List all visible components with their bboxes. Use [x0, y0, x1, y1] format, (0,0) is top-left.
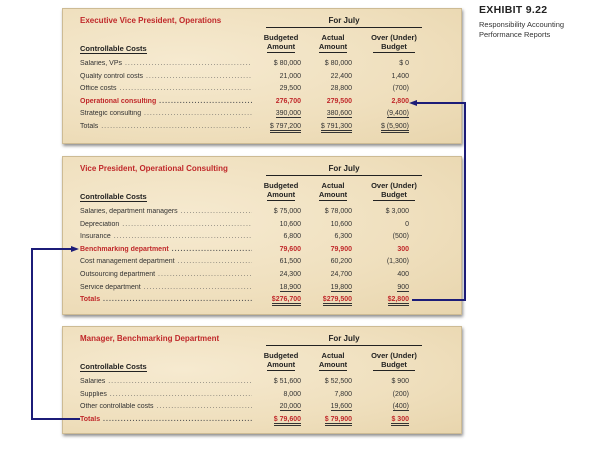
over-under-value: $ (5,900) [381, 123, 409, 133]
actual-value: 60,200 [330, 258, 352, 266]
actual-value: 7,800 [334, 390, 352, 398]
over-under-value: (700) [392, 85, 409, 93]
budgeted-value: 20,000 [279, 403, 301, 411]
over-under-value: $2,800 [388, 296, 409, 306]
over-header-line2: Budget [373, 190, 415, 201]
budgeted-value: $ 79,600 [274, 416, 301, 426]
controllable-costs-label: Controllable Costs [80, 44, 147, 53]
budgeted-value: $ 75,000 [273, 208, 301, 215]
connector-line-vp-to-evp [412, 103, 465, 300]
row-label: Operational consulting ..... [80, 98, 252, 105]
exhibit-subtitle-line2: Performance Reports [479, 30, 551, 39]
over-under-value: 2,800 [391, 97, 409, 105]
over-under-value: $ 300 [391, 416, 409, 426]
connector-line-mgr-to-vp [32, 249, 80, 419]
budgeted-value: 24,300 [279, 271, 301, 278]
over-under-value: $ 900 [391, 378, 409, 385]
report-title: Manager, Benchmarking Department [80, 334, 220, 343]
budgeted-value: 6,800 [283, 233, 301, 241]
row-label: Salaries, VPs ..... [80, 60, 252, 67]
arrowhead-right-icon [71, 246, 79, 252]
budgeted-value: 18,900 [279, 283, 301, 291]
over-under-value: 1,400 [391, 72, 409, 80]
period-header: For July [266, 164, 422, 176]
period-header: For July [266, 334, 422, 346]
actual-value: 79,900 [330, 245, 352, 253]
budgeted-header-line1: Budgeted [263, 181, 299, 190]
over-header-line1: Over (Under) [371, 33, 417, 42]
row-label: Depreciation ..... [80, 221, 252, 228]
arrowhead-left-icon [409, 100, 417, 106]
budgeted-value: $ 80,000 [273, 60, 301, 67]
row-label: Totals ..... [80, 123, 252, 130]
over-under-value: 0 [405, 220, 409, 228]
over-under-value: $ 0 [399, 60, 409, 67]
actual-value: 6,300 [334, 233, 352, 241]
over-under-value: (9,400) [386, 110, 409, 118]
over-header-line1: Over (Under) [371, 181, 417, 190]
budgeted-value: 10,600 [279, 220, 301, 228]
row-label: Office costs ..... [80, 85, 252, 92]
row-label: Outsourcing department ..... [80, 271, 252, 278]
budgeted-header-line2: Amount [266, 360, 296, 369]
row-label: Benchmarking department ..... [80, 246, 252, 253]
budgeted-value: 79,600 [279, 245, 301, 253]
actual-header-line2: Amount [318, 190, 348, 199]
over-under-value: (200) [392, 390, 409, 398]
row-label: Salaries ..... [80, 378, 252, 385]
budgeted-value: 8,000 [283, 390, 301, 398]
budgeted-value: $ 51,600 [273, 378, 301, 385]
budgeted-value: $ 797,200 [270, 123, 301, 133]
row-label: Quality control costs ..... [80, 73, 252, 80]
row-label: Supplies ..... [80, 391, 252, 398]
report-title: Executive Vice President, Operations [80, 16, 222, 25]
budgeted-value: 21,000 [279, 72, 301, 80]
over-under-value: (500) [392, 233, 409, 241]
actual-value: 19,800 [330, 283, 352, 291]
actual-value: 24,700 [330, 271, 352, 278]
actual-value: $ 79,900 [325, 416, 352, 426]
budgeted-value: 29,500 [279, 85, 301, 93]
actual-header-line1: Actual [321, 181, 345, 190]
actual-value: 380,600 [326, 110, 352, 118]
actual-value: 10,600 [330, 220, 352, 228]
row-label: Cost management department ..... [80, 258, 252, 265]
controllable-costs-label: Controllable Costs [80, 192, 147, 201]
budgeted-value: 276,700 [275, 97, 301, 105]
budgeted-header-line1: Budgeted [263, 33, 299, 42]
row-label: Other controllable costs ..... [80, 403, 252, 410]
over-under-value: 400 [397, 271, 409, 278]
actual-header-line1: Actual [321, 351, 345, 360]
exhibit-title: EXHIBIT 9.22 [479, 4, 548, 16]
actual-value: 28,800 [330, 85, 352, 93]
actual-header-line1: Actual [321, 33, 345, 42]
budgeted-value: $276,700 [272, 296, 301, 306]
row-label: Insurance ..... [80, 233, 252, 240]
row-label: Salaries, department managers ..... [80, 208, 252, 215]
actual-header-line2: Amount [318, 360, 348, 369]
actual-value: 19,600 [330, 403, 352, 411]
period-header: For July [266, 16, 422, 28]
over-header-line2: Budget [373, 42, 415, 53]
actual-value: 279,500 [326, 97, 352, 105]
actual-header-line2: Amount [318, 42, 348, 51]
row-label: Totals ..... [80, 416, 252, 423]
exhibit-subtitle-line1: Responsibility Accounting [479, 20, 565, 29]
row-label: Service department ..... [80, 284, 252, 291]
actual-value: $ 80,000 [324, 60, 352, 67]
over-under-value: (400) [392, 403, 409, 411]
over-under-value: $ 3,000 [385, 208, 409, 215]
budgeted-header-line1: Budgeted [263, 351, 299, 360]
over-under-value: (1,300) [386, 258, 409, 266]
over-under-value: 300 [397, 245, 409, 253]
budgeted-header-line2: Amount [266, 42, 296, 51]
actual-value: $ 791,300 [321, 123, 352, 133]
budgeted-header-line2: Amount [266, 190, 296, 199]
actual-value: $279,500 [323, 296, 352, 306]
row-label: Totals ..... [80, 296, 252, 303]
budgeted-value: 61,500 [279, 258, 301, 266]
row-label: Strategic consulting ..... [80, 110, 252, 117]
report-title: Vice President, Operational Consulting [80, 164, 228, 173]
actual-value: 22,400 [330, 72, 352, 80]
over-header-line2: Budget [373, 360, 415, 371]
actual-value: $ 78,000 [324, 208, 352, 215]
over-header-line1: Over (Under) [371, 351, 417, 360]
budgeted-value: 390,000 [275, 110, 301, 118]
actual-value: $ 52,500 [324, 378, 352, 385]
controllable-costs-label: Controllable Costs [80, 362, 147, 371]
over-under-value: 900 [397, 283, 409, 291]
